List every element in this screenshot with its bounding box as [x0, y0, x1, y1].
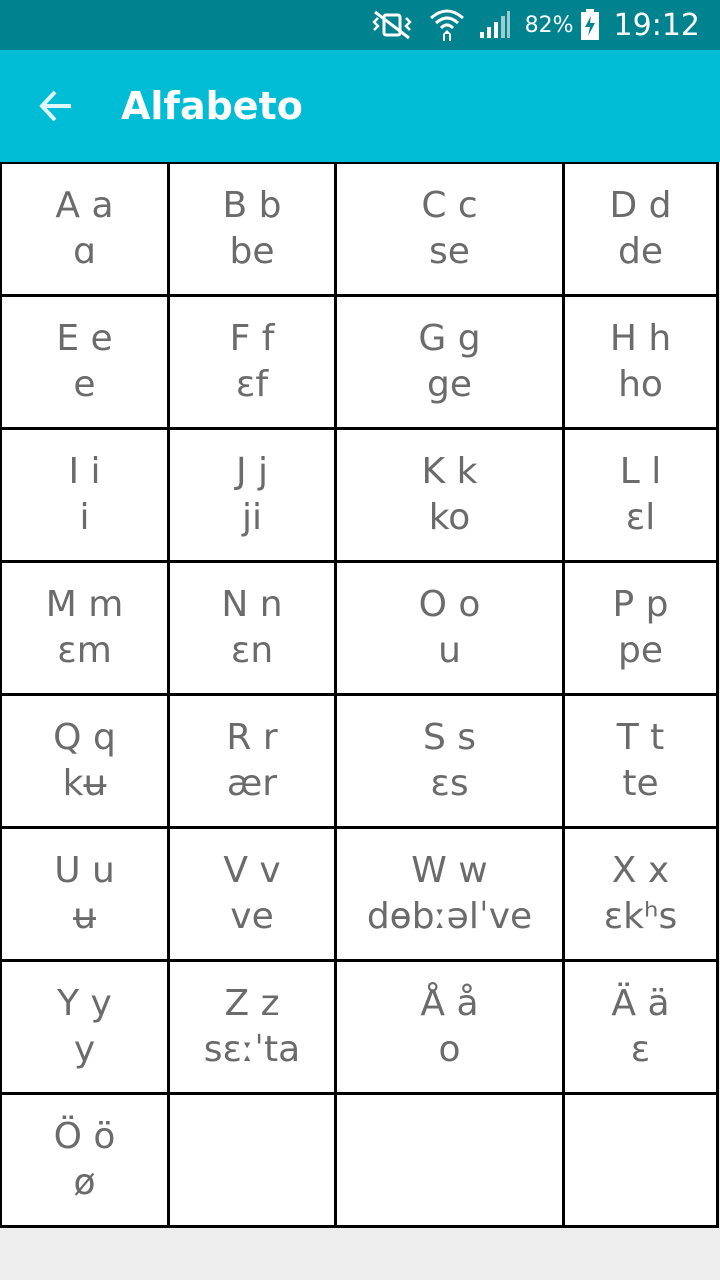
app-bar: [0, 50, 720, 162]
pronunciation-label: ær: [226, 763, 278, 804]
signal-icon: [479, 10, 511, 40]
alphabet-cell[interactable]: [337, 696, 565, 829]
letter-label: C c: [421, 185, 478, 226]
alphabet-cell[interactable]: [2, 297, 170, 430]
pronunciation-label: y: [73, 1029, 96, 1070]
pronunciation-label: ɑ: [73, 231, 96, 272]
alphabet-cell[interactable]: [2, 164, 170, 297]
alphabet-cell[interactable]: [2, 430, 170, 563]
clock: 19:12: [613, 7, 700, 43]
alphabet-cell[interactable]: [337, 829, 565, 962]
arrow-left-icon: [38, 88, 74, 124]
letter-label: Q q: [53, 717, 116, 758]
letter-label: H h: [609, 318, 672, 359]
alphabet-cell[interactable]: [565, 962, 719, 1095]
letter-label: F f: [229, 318, 275, 359]
pronunciation-label: sɛːˈta: [203, 1029, 301, 1070]
alphabet-cell: [170, 1095, 337, 1228]
page-title: Alfabeto: [121, 84, 303, 128]
letter-label: D d: [609, 185, 672, 226]
alphabet-cell[interactable]: [170, 829, 337, 962]
alphabet-cell[interactable]: [2, 696, 170, 829]
status-bar: [0, 0, 720, 50]
alphabet-cell[interactable]: [2, 563, 170, 696]
pronunciation-label: se: [429, 231, 470, 272]
pronunciation-label: ɛn: [230, 630, 274, 671]
alphabet-cell[interactable]: [565, 829, 719, 962]
alphabet-cell[interactable]: [2, 829, 170, 962]
alphabet-cell[interactable]: [170, 297, 337, 430]
letter-label: I i: [68, 451, 101, 492]
alphabet-cell[interactable]: [170, 563, 337, 696]
pronunciation-label: ge: [427, 364, 472, 405]
letter-label: G g: [418, 318, 481, 359]
alphabet-cell[interactable]: [565, 430, 719, 563]
alphabet-cell[interactable]: [337, 430, 565, 563]
letter-label: Y y: [57, 983, 112, 1024]
pronunciation-label: ko: [428, 497, 471, 538]
alphabet-cell[interactable]: [170, 430, 337, 563]
pronunciation-label: ɛf: [235, 364, 269, 405]
alphabet-cell[interactable]: [170, 962, 337, 1095]
letter-label: K k: [421, 451, 478, 492]
vibrate-icon: [369, 10, 415, 40]
letter-label: X x: [611, 850, 670, 891]
letter-label: E e: [56, 318, 113, 359]
alphabet-cell: [337, 1095, 565, 1228]
pronunciation-label: ɛkʰs: [603, 896, 678, 937]
alphabet-cell[interactable]: [337, 962, 565, 1095]
alphabet-cell[interactable]: [565, 164, 719, 297]
letter-label: P p: [612, 584, 669, 625]
pronunciation-label: ɛ: [630, 1029, 651, 1070]
pronunciation-label: ho: [618, 364, 663, 405]
letter-label: J j: [235, 451, 269, 492]
letter-label: O o: [418, 584, 481, 625]
back-button[interactable]: [28, 78, 84, 134]
pronunciation-label: ɛl: [625, 497, 656, 538]
alphabet-grid: [0, 162, 719, 1228]
alphabet-cell[interactable]: [337, 563, 565, 696]
letter-label: B b: [222, 185, 282, 226]
alphabet-cell[interactable]: [2, 1095, 170, 1228]
pronunciation-label: dɵbːəlˈve: [366, 896, 533, 937]
pronunciation-label: de: [618, 231, 663, 272]
alphabet-cell[interactable]: [170, 164, 337, 297]
pronunciation-label: ɛm: [57, 630, 112, 671]
letter-label: Å å: [420, 983, 479, 1024]
pronunciation-label: ø: [73, 1162, 96, 1203]
letter-label: A a: [55, 185, 114, 226]
letter-label: N n: [221, 584, 283, 625]
pronunciation-label: te: [622, 763, 659, 804]
alphabet-cell[interactable]: [337, 164, 565, 297]
battery-charging-icon: [580, 9, 600, 41]
letter-label: Ä ä: [611, 983, 670, 1024]
letter-label: W w: [411, 850, 488, 891]
alphabet-cell[interactable]: [565, 696, 719, 829]
pronunciation-label: u: [438, 630, 461, 671]
pronunciation-label: kʉ: [62, 763, 107, 804]
letter-label: V v: [223, 850, 281, 891]
letter-label: L l: [619, 451, 662, 492]
letter-label: Ö ö: [53, 1116, 116, 1157]
battery-percent: 82%: [524, 12, 574, 38]
alphabet-cell[interactable]: [565, 563, 719, 696]
letter-label: M m: [45, 584, 124, 625]
pronunciation-label: e: [73, 364, 96, 405]
pronunciation-label: ɛs: [430, 763, 469, 804]
letter-label: S s: [422, 717, 477, 758]
letter-label: T t: [616, 717, 665, 758]
alphabet-cell[interactable]: [337, 297, 565, 430]
pronunciation-label: be: [229, 231, 275, 272]
letter-label: R r: [226, 717, 278, 758]
pronunciation-label: ve: [230, 896, 274, 937]
wifi-icon: [429, 8, 465, 42]
alphabet-cell: [565, 1095, 719, 1228]
alphabet-cell[interactable]: [170, 696, 337, 829]
pronunciation-label: o: [438, 1029, 461, 1070]
alphabet-cell[interactable]: [565, 297, 719, 430]
pronunciation-label: pe: [618, 630, 663, 671]
pronunciation-label: i: [79, 497, 90, 538]
pronunciation-label: ji: [241, 497, 262, 538]
letter-label: U u: [54, 850, 115, 891]
alphabet-cell[interactable]: [2, 962, 170, 1095]
letter-label: Z z: [224, 983, 280, 1024]
pronunciation-label: ʉ: [73, 896, 96, 937]
